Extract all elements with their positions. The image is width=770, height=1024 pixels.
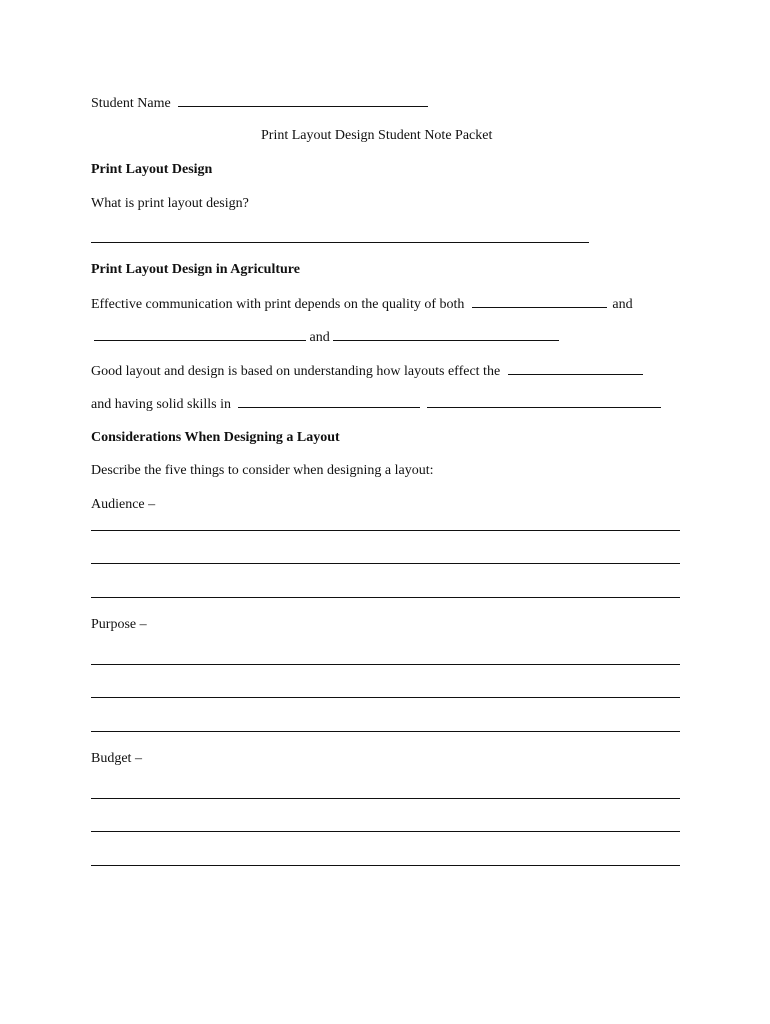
label-audience: Audience – bbox=[91, 497, 156, 512]
student-name-label: Student Name bbox=[91, 96, 171, 111]
section-heading-considerations: Considerations When Designing a Layout bbox=[91, 430, 340, 445]
student-name-blank[interactable] bbox=[178, 94, 428, 107]
sentence1-and-b: and bbox=[309, 330, 330, 345]
question-what-is-print-layout: What is print layout design? bbox=[91, 196, 249, 211]
section-heading-agriculture: Print Layout Design in Agriculture bbox=[91, 262, 300, 277]
sentence3-text: and having solid skills in bbox=[91, 397, 231, 412]
answer-line-audience-1[interactable] bbox=[91, 530, 680, 531]
answer-line-purpose-1[interactable] bbox=[91, 664, 680, 665]
section-heading-print-layout-design: Print Layout Design bbox=[91, 162, 213, 177]
answer-line-audience-3[interactable] bbox=[91, 597, 680, 598]
sentence-solid-skills bbox=[91, 395, 661, 414]
answer-line-purpose-3[interactable] bbox=[91, 731, 680, 732]
blank-skill-2[interactable] bbox=[427, 395, 661, 408]
blank-skill-1[interactable] bbox=[238, 395, 420, 408]
sentence1-text: Effective communication with print depends on the quality of both bbox=[91, 297, 465, 312]
label-budget: Budget – bbox=[91, 751, 142, 766]
sentence-effective-communication bbox=[91, 295, 633, 314]
answer-line-purpose-2[interactable] bbox=[91, 697, 680, 698]
blank-quality-3[interactable] bbox=[333, 328, 559, 341]
answer-line-audience-2[interactable] bbox=[91, 563, 680, 564]
sentence2-text: Good layout and design is based on understanding how layouts effect the bbox=[91, 364, 501, 379]
answer-line-budget-2[interactable] bbox=[91, 831, 680, 832]
instruction-five-things: Describe the five things to consider when designing a layout: bbox=[91, 463, 434, 478]
packet-title: Print Layout Design Student Note Packet bbox=[261, 128, 493, 143]
blank-quality-2[interactable] bbox=[94, 328, 306, 341]
answer-line-budget-3[interactable] bbox=[91, 865, 680, 866]
sentence-continuation bbox=[91, 328, 559, 347]
answer-line-budget-1[interactable] bbox=[91, 798, 680, 799]
sentence1-and-a: and bbox=[612, 297, 633, 312]
label-purpose: Purpose – bbox=[91, 617, 147, 632]
student-name-line bbox=[91, 94, 428, 113]
answer-line-definition[interactable] bbox=[91, 242, 589, 243]
blank-quality-1[interactable] bbox=[472, 295, 607, 308]
blank-layouts-effect[interactable] bbox=[508, 362, 643, 375]
sentence-good-layout bbox=[91, 362, 643, 381]
